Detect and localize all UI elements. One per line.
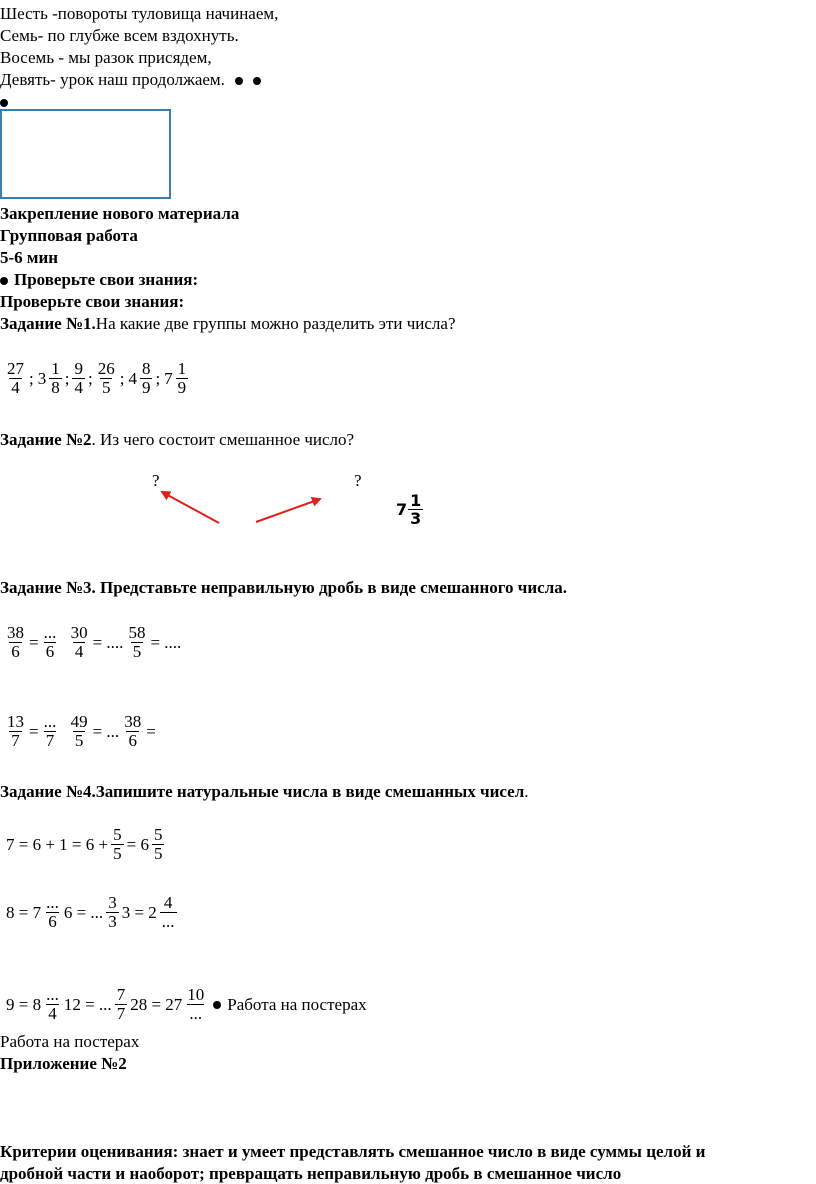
math-text: 9 = 8 xyxy=(6,994,42,1014)
task4-label: Задание №4.Запишите натуральные числа в виде смешанных чисел xyxy=(0,782,525,801)
fraction-denominator: 4 xyxy=(48,1004,57,1023)
fraction xyxy=(69,624,90,661)
fraction-numerator: 5 xyxy=(113,825,122,844)
fraction-denominator: ... xyxy=(161,912,175,931)
fraction-numerator: 27 xyxy=(7,359,24,378)
task1-label: Задание №1. xyxy=(0,314,96,333)
poem-line-4 xyxy=(0,70,261,90)
fraction-numerator: ... xyxy=(43,623,57,642)
fraction-denominator: 7 xyxy=(45,731,55,750)
bullet-icon xyxy=(213,1001,221,1009)
fraction-numerator: 38 xyxy=(124,712,142,731)
group-work-label: Групповая работа xyxy=(0,226,138,245)
fraction-denominator: 6 xyxy=(11,642,20,661)
fraction xyxy=(185,986,206,1023)
fraction xyxy=(5,360,26,397)
fraction xyxy=(5,713,26,750)
fraction-denominator: 4 xyxy=(11,378,20,397)
fraction xyxy=(126,624,147,661)
separator: ; xyxy=(87,368,93,388)
fraction-denominator: 6 xyxy=(48,912,57,931)
fraction-numerator: 1 xyxy=(51,359,60,378)
fraction xyxy=(42,624,59,661)
poem-line-1: Шесть -повороты туловища начинаем, xyxy=(0,4,279,23)
fraction xyxy=(42,713,59,750)
fraction-denominator: 7 xyxy=(116,1004,126,1023)
math-text: = xyxy=(146,721,156,741)
fraction-numerator: 10 xyxy=(187,985,205,1004)
criteria-line-2: дробной части и наоборот; превращать неправильную дробь в смешанное число xyxy=(0,1164,622,1183)
math-text: 6 = ... xyxy=(63,902,104,922)
math-text: = 6 xyxy=(126,834,149,854)
arrow-left-icon xyxy=(162,492,219,523)
task2-heading xyxy=(0,430,354,450)
math-text: 28 = 27 xyxy=(130,994,183,1014)
bullet-icon xyxy=(235,77,243,85)
fraction-numerator: ... xyxy=(46,985,59,1004)
fraction-denominator: 5 xyxy=(74,731,84,750)
fraction xyxy=(106,894,119,931)
fraction-denominator: 5 xyxy=(153,844,163,863)
fraction xyxy=(160,894,177,931)
time-label: 5-6 мин xyxy=(0,248,59,267)
fraction-numerator: 9 xyxy=(74,359,83,378)
poem-line-4-text: Девять- урок наш продолжаем. xyxy=(0,70,225,89)
task4-row-2 xyxy=(4,894,178,931)
fraction xyxy=(115,986,128,1023)
fraction-denominator: 9 xyxy=(177,378,187,397)
poem-line-2: Семь- по глубже всем вздохнуть. xyxy=(0,26,239,45)
task4-label-end: . xyxy=(524,782,529,801)
math-text: 12 = ... xyxy=(63,994,112,1014)
fraction-numerator: ... xyxy=(43,712,57,731)
spacer xyxy=(61,633,65,653)
check-bullet-text: Проверьте свои знания: xyxy=(14,270,199,289)
task3-heading: Задание №3. Представьте неправильную дробь в виде смешанного числа. xyxy=(0,578,568,597)
fraction-denominator: ... xyxy=(189,1004,203,1023)
task1-heading xyxy=(0,314,456,334)
math-text: 8 = 7 xyxy=(6,902,42,922)
appendix-label: Приложение №2 xyxy=(0,1054,127,1073)
check-bullet-line xyxy=(0,270,198,290)
fraction xyxy=(176,360,189,397)
fraction-numerator: ... xyxy=(46,893,59,912)
arrow-right-icon xyxy=(256,499,320,522)
task4-row-3-expr xyxy=(4,986,207,1023)
separator: ; xyxy=(64,368,70,388)
fraction xyxy=(5,624,26,661)
fraction-numerator: 3 xyxy=(108,893,117,912)
fraction xyxy=(111,826,124,863)
fraction xyxy=(140,360,153,397)
question-mark-left: ? xyxy=(152,471,160,490)
section-title: Закрепление нового материала xyxy=(0,204,240,223)
math-text: 7 = 6 + 1 = 6 + xyxy=(6,834,109,854)
whole-part: 4 xyxy=(128,368,137,388)
fraction-numerator: 38 xyxy=(7,623,24,642)
fraction-denominator: 8 xyxy=(51,378,60,397)
fraction xyxy=(69,713,90,750)
fraction-numerator: 7 xyxy=(116,985,126,1004)
separator: ; xyxy=(119,368,125,388)
fraction-numerator: 13 xyxy=(7,712,24,731)
fraction-denominator: 3 xyxy=(108,912,117,931)
fraction-denominator: 5 xyxy=(132,642,142,661)
fraction-denominator: 4 xyxy=(74,378,83,397)
fraction-numerator: 30 xyxy=(70,623,88,642)
fraction xyxy=(44,894,61,931)
fraction-denominator: 5 xyxy=(101,378,111,397)
check-heading: Проверьте свои знания: xyxy=(0,292,185,311)
fraction-denominator: 9 xyxy=(141,378,151,397)
fraction-denominator: 6 xyxy=(128,731,137,750)
math-text: = .... xyxy=(92,632,124,652)
separator: ; xyxy=(29,368,34,388)
math-text: 3 = 2 xyxy=(121,902,157,922)
fraction-denominator: 4 xyxy=(74,642,84,661)
bullet-icon xyxy=(0,277,8,285)
whole-part: 3 xyxy=(37,368,47,388)
fraction-denominator: 7 xyxy=(11,731,20,750)
task4-heading xyxy=(0,782,529,802)
fraction xyxy=(122,713,143,750)
question-mark-right: ? xyxy=(354,471,362,490)
task2-label: Задание №2 xyxy=(0,430,92,449)
fraction-numerator: 4 xyxy=(163,893,173,912)
spacer xyxy=(61,722,65,742)
task4-row-3 xyxy=(4,986,367,1023)
mixed-number xyxy=(396,492,424,527)
fraction-denominator: 5 xyxy=(113,844,122,863)
mixed-numerator: 1 xyxy=(410,491,422,510)
separator: ; xyxy=(155,368,161,388)
bullet-icon xyxy=(253,77,261,85)
poster-label: Работа на постерах xyxy=(0,1032,140,1051)
poster-inline: Работа на постерах xyxy=(227,994,367,1014)
task4-row-1 xyxy=(4,826,165,863)
math-text: = xyxy=(29,632,39,652)
criteria-line-1: Критерии оценивания: знает и умеет представлять смешанное число в виде суммы целой и xyxy=(0,1142,706,1161)
mixed-fraction xyxy=(408,492,423,527)
fraction-denominator: 6 xyxy=(45,642,55,661)
task3-row-1 xyxy=(4,624,183,661)
math-text: = .... xyxy=(150,632,182,652)
fraction xyxy=(49,360,62,397)
fraction-numerator: 26 xyxy=(97,359,115,378)
math-text: = ... xyxy=(92,721,120,741)
fraction-numerator: 58 xyxy=(128,623,146,642)
fraction-numerator: 8 xyxy=(141,359,151,378)
task1-text: На какие две группы можно разделить эти числа? xyxy=(95,314,456,333)
fraction-numerator: 5 xyxy=(153,825,163,844)
math-text: = xyxy=(29,721,39,741)
mixed-whole: 7 xyxy=(396,500,408,519)
fraction xyxy=(72,360,85,397)
fraction xyxy=(152,826,165,863)
fraction-numerator: 1 xyxy=(177,359,187,378)
bullet-icon xyxy=(0,99,8,107)
poem-line-3: Восемь - мы разок присядем, xyxy=(0,48,212,67)
fraction xyxy=(96,360,117,397)
whole-part: 7 xyxy=(164,368,173,388)
task1-fractions xyxy=(4,360,189,397)
fraction xyxy=(44,986,61,1023)
task3-row-2 xyxy=(4,713,158,750)
image-frame xyxy=(0,109,171,199)
fraction-numerator: 49 xyxy=(70,712,88,731)
mixed-denominator: 3 xyxy=(410,509,422,528)
task2-text: . Из чего состоит смешанное число? xyxy=(91,430,355,449)
